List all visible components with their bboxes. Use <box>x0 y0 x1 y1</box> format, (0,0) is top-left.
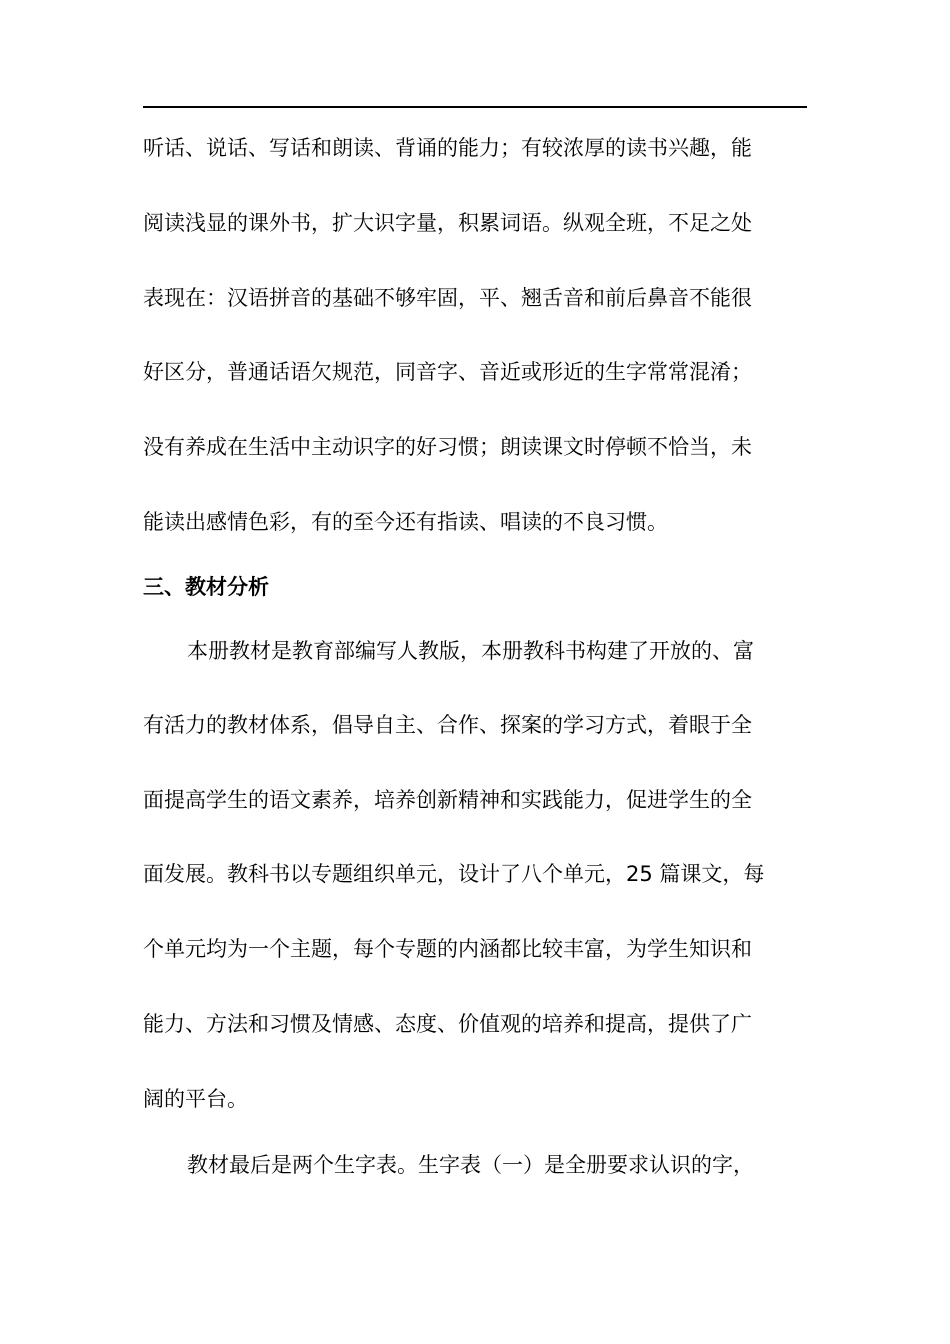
paragraph-line: 能读出感情色彩，有的至今还有指读、唱读的不良习惯。 <box>143 510 668 534</box>
paragraph-line: 阔的平台。 <box>143 1087 248 1111</box>
paragraph-line: 表现在：汉语拼音的基础不够牢固，平、翘舌音和前后鼻音不能很 <box>143 286 752 310</box>
paragraph-line: 有活力的教材体系，倡导自主、合作、探案的学习方式，着眼于全 <box>143 713 752 737</box>
paragraph-line: 本册教材是教育部编写人教版，本册教科书构建了开放的、富 <box>187 639 754 663</box>
paragraph-line: 面提高学生的语文素养，培养创新精神和实践能力，促进学生的全 <box>143 788 752 812</box>
paragraph-line: 听话、说话、写话和朗读、背诵的能力；有较浓厚的读书兴趣，能 <box>143 136 752 160</box>
paragraph-line: 个单元均为一个主题，每个专题的内涵都比较丰富，为学生知识和 <box>143 937 752 961</box>
paragraph-line: 面发展。教科书以专题组织单元，设计了八个单元，25 篇课文，每 <box>143 862 765 886</box>
paragraph-line: 没有养成在生活中主动识字的好习惯；朗读课文时停顿不恰当，未 <box>143 435 752 459</box>
paragraph-line: 教材最后是两个生字表。生字表（一）是全册要求认识的字， <box>187 1153 754 1177</box>
section-heading: 三、教材分析 <box>143 575 269 599</box>
paragraph-line: 好区分，普通话语欠规范，同音字、音近或形近的生字常常混淆； <box>143 360 752 384</box>
paragraph-line: 阅读浅显的课外书，扩大识字量，积累词语。纵观全班，不足之处 <box>143 211 752 235</box>
header-rule <box>143 106 807 108</box>
paragraph-line: 能力、方法和习惯及情感、态度、价值观的培养和提高，提供了广 <box>143 1012 752 1036</box>
